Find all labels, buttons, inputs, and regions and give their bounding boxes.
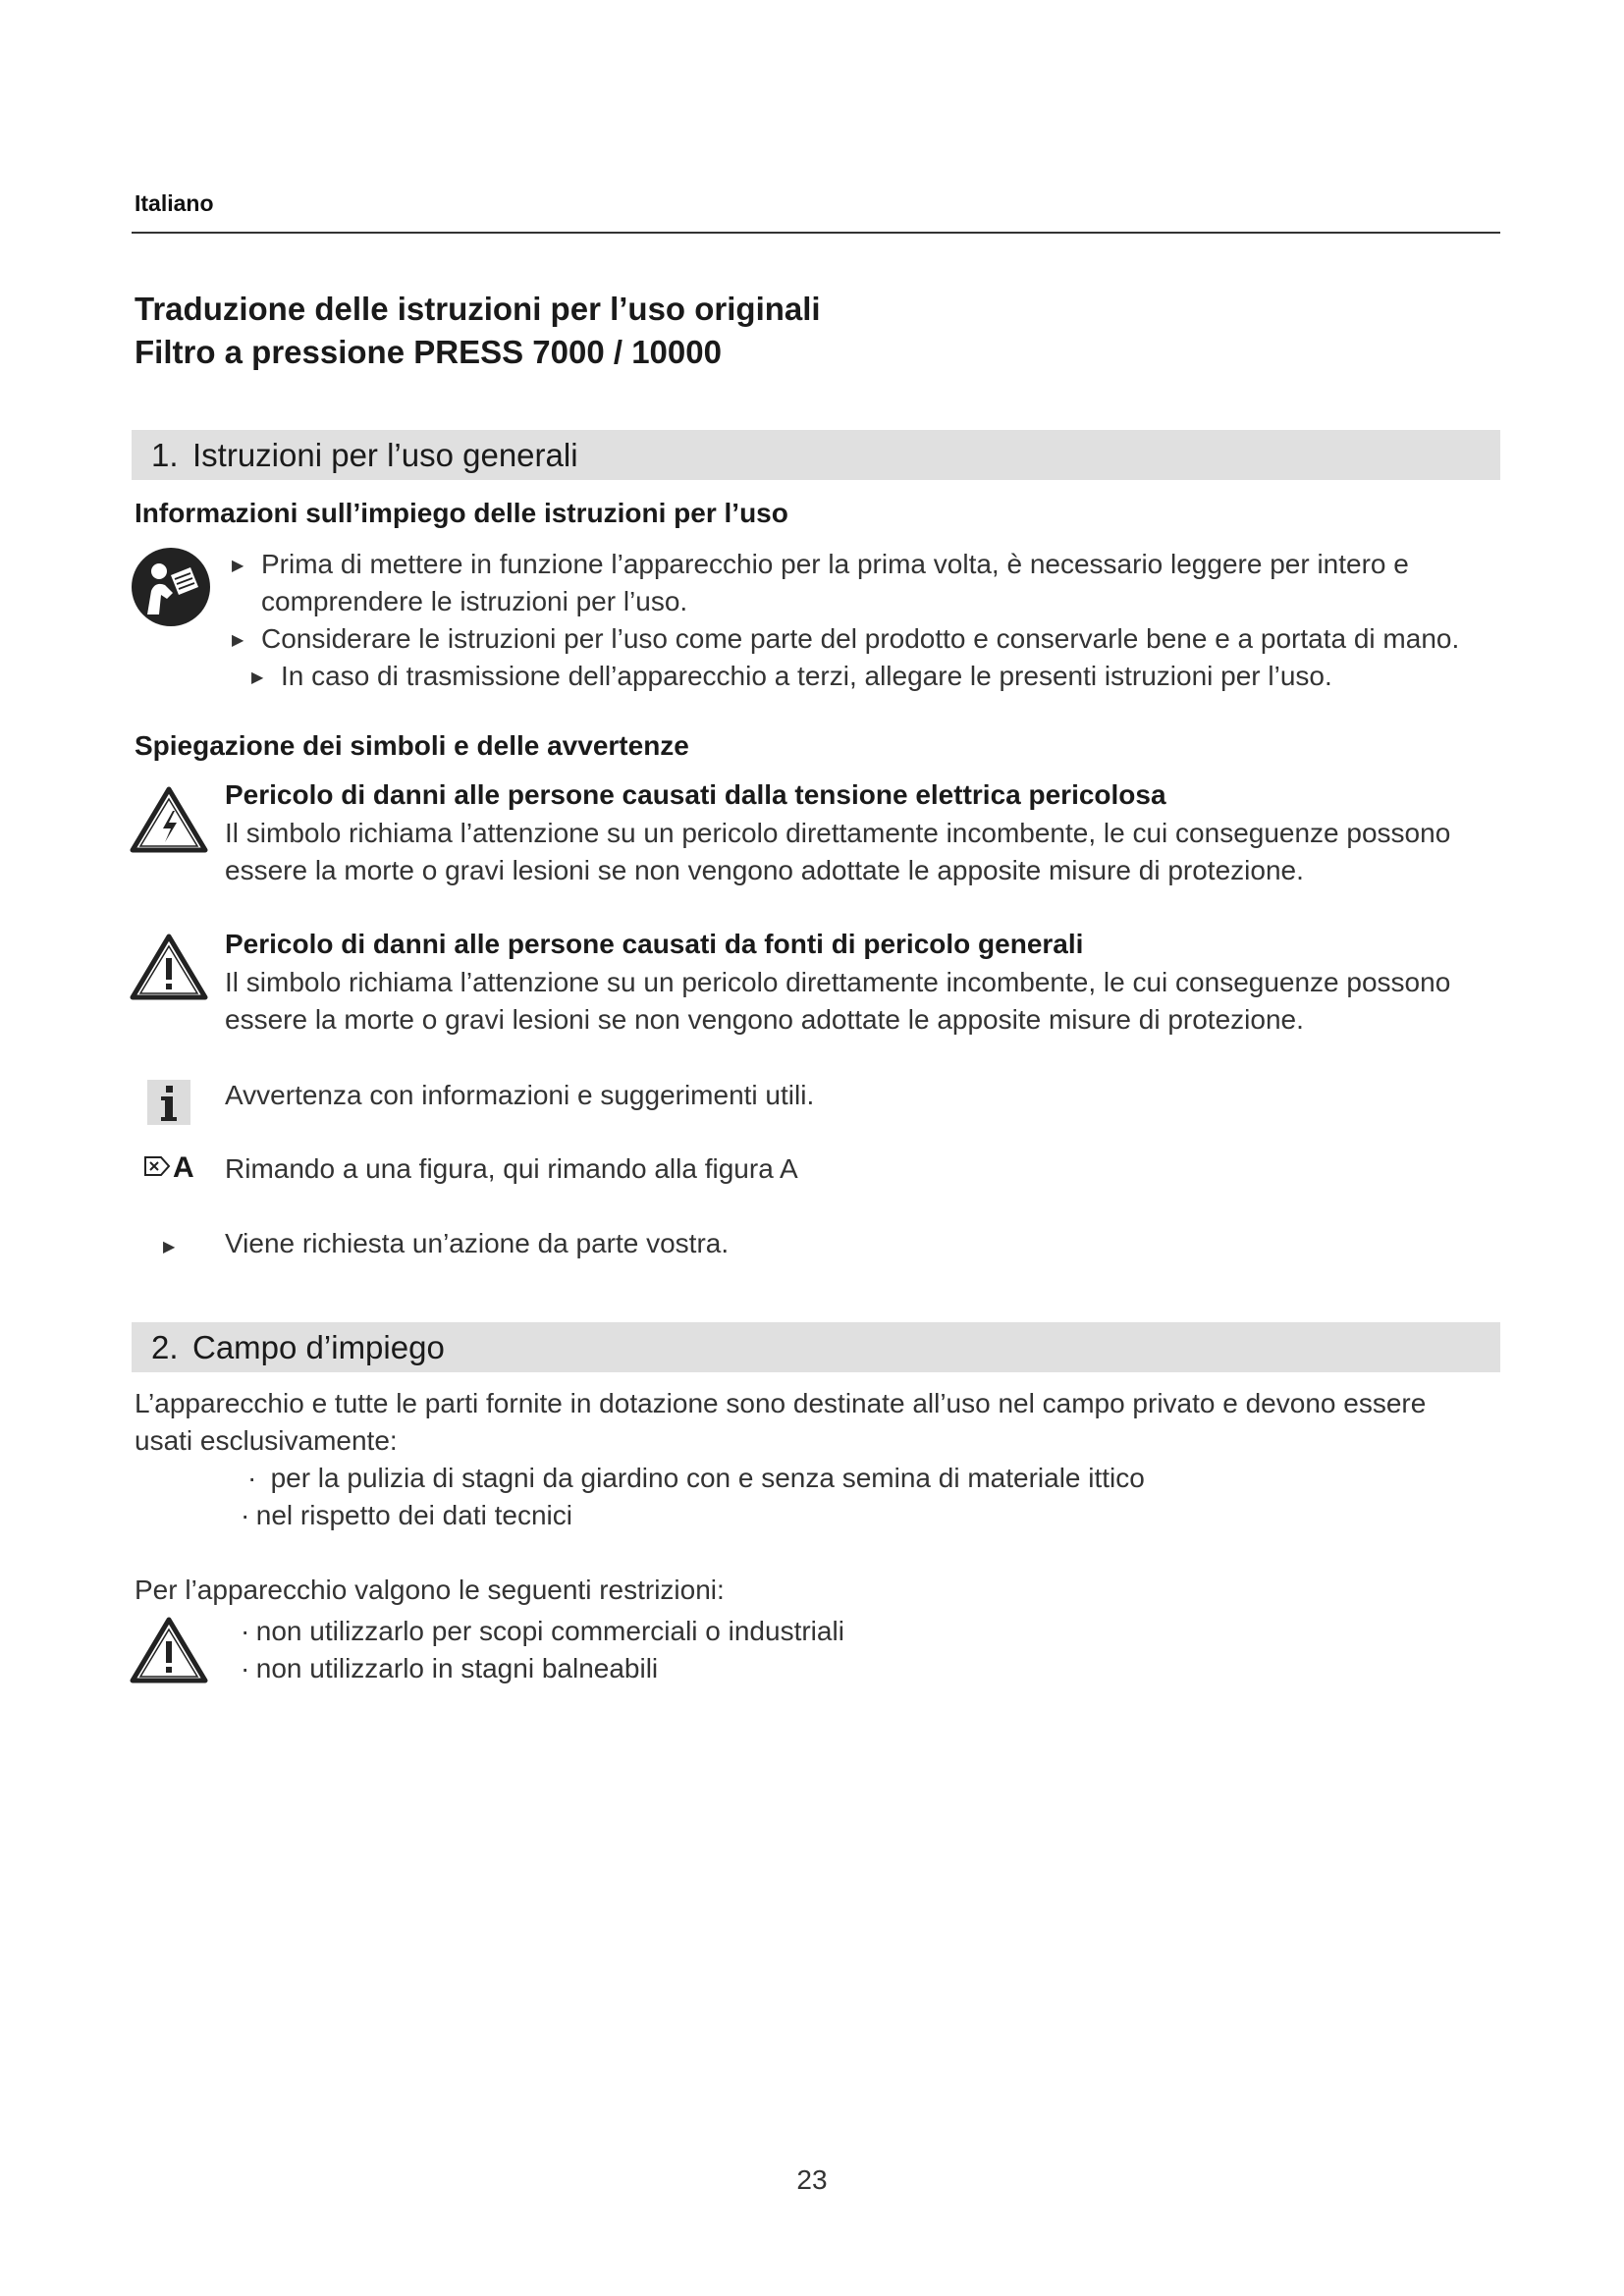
usage-item-1: · per la pulizia di stagni da giardino con e senza semina di materiale ittico bbox=[247, 1463, 1145, 1493]
electric-hazard-icon bbox=[130, 785, 208, 854]
header-divider bbox=[132, 232, 1500, 234]
usage-item-2: · nel rispetto dei dati tecnici bbox=[241, 1500, 572, 1530]
figure-reference-letter: A bbox=[173, 1151, 194, 1184]
info-note-text: Avvertenza con informazioni e suggerimenti utili. bbox=[225, 1080, 815, 1110]
general-warning-title: Pericolo di danni alle persone causati da fonti di pericolo generali bbox=[225, 929, 1084, 959]
action-text: Viene richiesta un’azione da parte vostra. bbox=[225, 1228, 730, 1258]
restriction-item-2: · non utilizzarlo in stagni balneabili bbox=[241, 1653, 659, 1683]
info-bullet-2: ▶ Considerare le istruzioni per l’uso come parte del prodotto e conservarle bene e a portata di mano. bbox=[232, 620, 1459, 660]
info-heading: Informazioni sull’impiego delle istruzioni per l’uso bbox=[135, 498, 788, 528]
info-bullet-1-continued: comprendere le istruzioni per l’uso. bbox=[261, 586, 688, 616]
general-warning-text-2: essere la morte o gravi lesioni se non vengono adottate le apposite misure di protezione. bbox=[225, 1004, 1304, 1035]
restriction-item-1: · non utilizzarlo per scopi commerciali o industriali bbox=[241, 1616, 844, 1646]
general-hazard-icon bbox=[130, 933, 208, 1001]
restriction-hazard-icon bbox=[130, 1616, 208, 1684]
figure-reference-icon bbox=[143, 1154, 171, 1178]
info-bullet-3: ▶ In caso di trasmissione dell’apparecchio a terzi, allegare le presenti istruzioni per l’uso. bbox=[251, 658, 1332, 697]
usage-intro-2: usati esclusivamente: bbox=[135, 1425, 398, 1456]
info-bullet-1: ▶ Prima di mettere in funzione l’apparecchio per la prima volta, è necessario leggere per intero e bbox=[232, 546, 1409, 585]
page-number: 23 bbox=[796, 2164, 828, 2195]
symbols-heading: Spiegazione dei simboli e delle avvertenze bbox=[135, 730, 689, 761]
electric-warning-title: Pericolo di danni alle persone causati dalla tensione elettrica pericolosa bbox=[225, 779, 1166, 810]
general-warning-text-1: Il simbolo richiama l’attenzione su un pericolo direttamente incombente, le cui conseguenze possono bbox=[225, 967, 1451, 997]
bullet-arrow-icon: ▶ bbox=[251, 669, 264, 686]
electric-warning-text-2: essere la morte o gravi lesioni se non vengono adottate le apposite misure di protezione. bbox=[225, 855, 1304, 885]
electric-warning-text-1: Il simbolo richiama l’attenzione su un pericolo direttamente incombente, le cui conseguenze possono bbox=[225, 818, 1451, 848]
section-2-number: 2. bbox=[151, 1329, 179, 1365]
bullet-arrow-icon: ▶ bbox=[232, 632, 244, 649]
document-subtitle: Filtro a pressione PRESS 7000 / 10000 bbox=[135, 334, 722, 370]
action-arrow-icon: ▶ bbox=[163, 1239, 176, 1255]
document-title: Traduzione delle istruzioni per l’uso originali bbox=[135, 291, 821, 327]
figure-reference-text: Rimando a una figura, qui rimando alla figura A bbox=[225, 1153, 798, 1184]
header-language: Italiano bbox=[135, 190, 214, 216]
info-icon bbox=[147, 1080, 190, 1125]
usage-intro-1: L’apparecchio e tutte le parti fornite in dotazione sono destinate all’uso nel campo privato e devono essere bbox=[135, 1388, 1427, 1418]
bullet-arrow-icon: ▶ bbox=[232, 558, 244, 574]
section-1-heading bbox=[132, 430, 1500, 480]
section-1-number: 1. bbox=[151, 437, 179, 473]
section-1-title: Istruzioni per l’uso generali bbox=[192, 437, 578, 473]
read-manual-icon bbox=[130, 546, 212, 628]
section-2-title: Campo d’impiego bbox=[192, 1329, 445, 1365]
section-2-heading bbox=[132, 1322, 1500, 1372]
restrictions-intro: Per l’apparecchio valgono le seguenti restrizioni: bbox=[135, 1575, 725, 1605]
